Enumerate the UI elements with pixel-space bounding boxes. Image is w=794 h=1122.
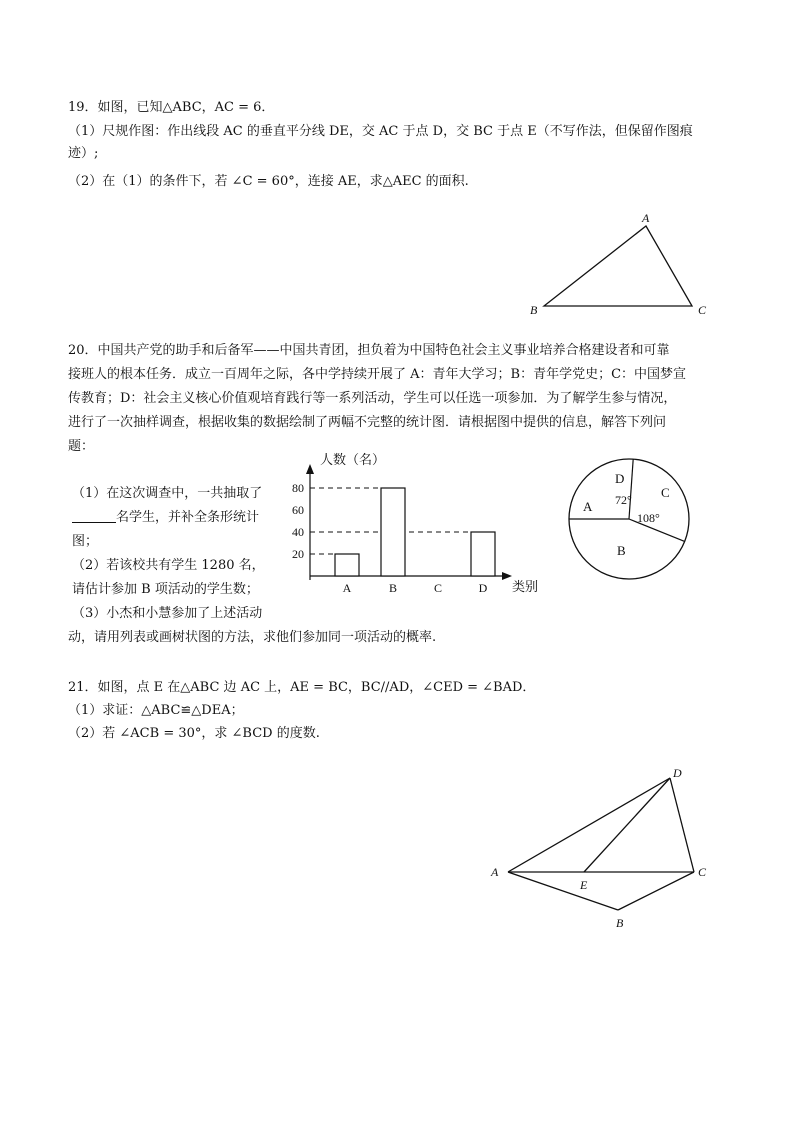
vertex-label-c: C	[698, 303, 707, 317]
segment-bc	[618, 872, 694, 910]
triangle-abc	[544, 226, 692, 306]
chart-xlabel: 类别	[512, 579, 539, 594]
q20-sub1-end: 图；	[72, 534, 99, 549]
pie-angle-72: 72°	[615, 493, 632, 507]
pie-label-D: D	[615, 471, 625, 486]
q19-triangle-figure	[520, 210, 720, 320]
q19-part2: （2）在（1）的条件下，若 ∠C = 60°，连接 AE，求△AEC 的面积.	[68, 174, 469, 189]
vertex-label-c: C	[698, 865, 707, 879]
y-axis-arrow	[306, 464, 314, 474]
q20-sub1-cont	[72, 508, 259, 528]
pie-label-C: C	[661, 485, 670, 500]
q20-sub3-cont: 动，请用列表或画树状图的方法，求他们参加同一项活动的概率.	[68, 630, 437, 645]
answer-blank	[72, 510, 116, 523]
vertex-label-b: B	[616, 916, 624, 930]
q20-stem-1: 20．中国共产党的助手和后备军——中国共青团，担负着为中国特色社会主义事业培养合格建设者和可靠	[68, 343, 670, 358]
pie-angle-108: 108°	[637, 511, 660, 525]
bar-D	[471, 532, 495, 576]
q21-stem: 21．如图，点 E 在△ABC 边 AC 上，AE = BC，BC//AD，∠CED = ∠BAD．	[68, 680, 536, 695]
q20-sub2-cont: 请估计参加 B 项活动的学生数；	[72, 582, 259, 597]
pie-radius-1	[629, 459, 633, 519]
y-tick-label: 80	[292, 481, 304, 495]
bar-A	[335, 554, 359, 576]
segment-ad	[508, 778, 670, 872]
segment-ed	[584, 778, 670, 872]
y-tick-label: 20	[292, 547, 304, 561]
chart-ylabel: 人数（名）	[320, 452, 386, 467]
y-tick-label: 40	[292, 525, 304, 539]
q20-stem-4: 进行了一次抽样调查，根据收集的数据绘制了两幅不完整的统计图．请根据图中提供的信息，解答下列问	[68, 415, 667, 430]
y-tick-label: 60	[292, 503, 304, 517]
vertex-label-a: A	[491, 865, 499, 879]
q19-stem: 19．如图，已知△ABC，AC = 6．	[68, 100, 275, 115]
x-tick-label: C	[433, 581, 443, 595]
pie-label-A: A	[583, 499, 593, 514]
segment-dc	[670, 778, 694, 872]
bar-chart	[280, 446, 550, 606]
q20-stem-5: 题：	[68, 439, 95, 454]
bar-B	[381, 488, 405, 576]
x-tick-label: D	[478, 581, 488, 595]
q20-sub3: （3）小杰和小慧参加了上述活动	[72, 606, 263, 621]
q20-sub2: （2）若该校共有学生 1280 名，	[72, 558, 265, 573]
vertex-label-e: E	[580, 878, 588, 892]
vertex-label-d: D	[673, 766, 682, 780]
pie-label-B: B	[617, 543, 626, 558]
q21-part1: （1）求证：△ABC≌△DEA；	[68, 703, 244, 718]
q20-stem-2: 接班人的根本任务．成立一百周年之际，各中学持续开展了 A：青年大学习；B：青年学党史；C：中国梦宣	[68, 367, 687, 382]
q20-stem-3: 传教育；D：社会主义核心价值观培育践行等一系列活动，学生可以任选一项参加．为了解学生参与情况，	[68, 391, 677, 406]
q20-sub1: （1）在这次调查中，一共抽取了	[72, 486, 263, 501]
vertex-label-b: B	[530, 303, 538, 317]
pie-chart	[565, 455, 695, 585]
q21-part2: （2）若 ∠ACB = 30°，求 ∠BCD 的度数.	[68, 726, 320, 741]
x-axis-arrow	[502, 572, 512, 580]
x-tick-label: A	[342, 581, 352, 595]
q19-part1: （1）尺规作图：作出线段 AC 的垂直平分线 DE，交 AC 于点 D，交 BC 于点 E（不写作法，但保留作图痕	[68, 124, 693, 139]
segment-ab	[508, 872, 618, 910]
x-tick-label: B	[388, 581, 398, 595]
q21-figure	[480, 760, 720, 940]
q20-sub1-text: 名学生，并补全条形统计	[116, 510, 260, 525]
vertex-label-a: A	[642, 211, 650, 225]
q19-part1-cont: 迹）;	[68, 146, 99, 161]
